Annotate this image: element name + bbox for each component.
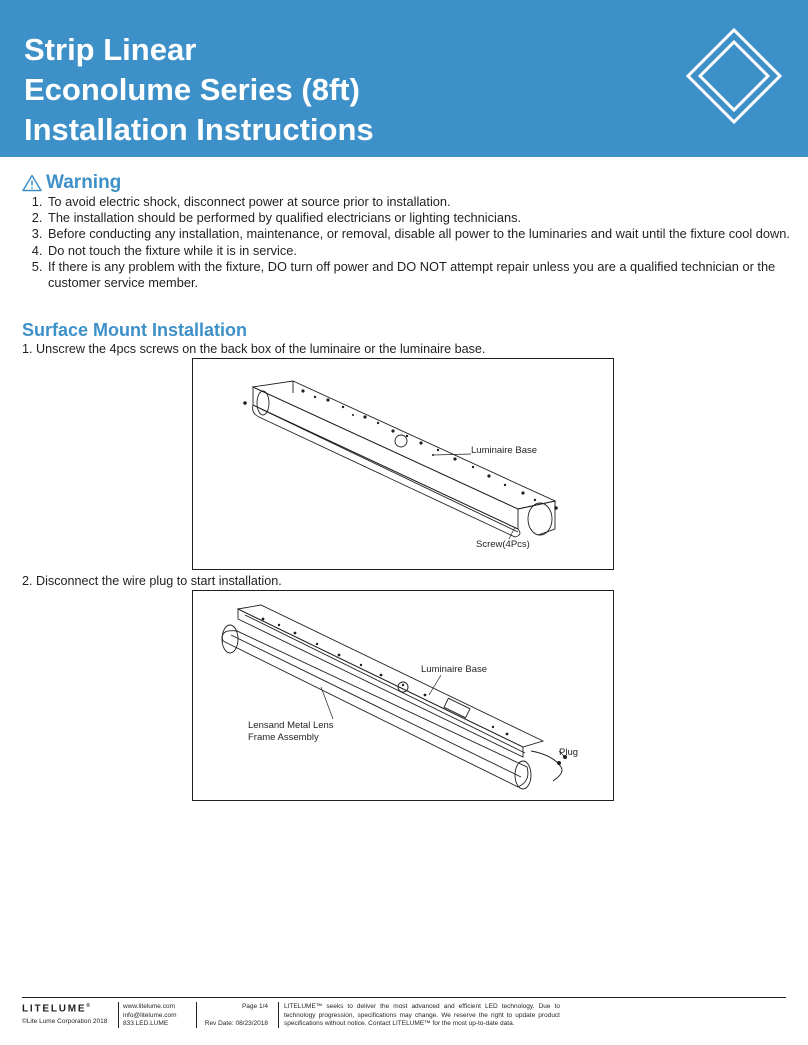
label-plug: Plug (559, 747, 579, 758)
brand-wordmark: LITELUME (22, 1003, 87, 1015)
warning-item: 4. Do not touch the fixture while it is in service. (46, 243, 808, 259)
footer-disclaimer: LITELUME™ seeks to deliver the most advanced and efficient LED technology. Due to technology progression, specifications may change. We reserve the right to update product specifications without notice. Contact LITELUME™ for the most up-to-date data. (284, 1003, 560, 1027)
footer-page-number: Page 1/4 (241, 1003, 268, 1010)
footer-divider-2 (196, 1002, 197, 1028)
warning-heading (22, 172, 121, 194)
footer-divider-1 (118, 1002, 119, 1028)
diamond-logo-icon (686, 28, 782, 124)
warning-triangle-icon (22, 174, 42, 192)
footer-email-link[interactable]: info@litelume.com (123, 1011, 177, 1019)
warning-list (20, 194, 808, 291)
label-luminaire-base: Luminaire Base (471, 445, 538, 456)
brand-registered-mark: ® (86, 1003, 92, 1009)
footer-divider (22, 997, 786, 998)
footer-phone: 833.LED.LUME (123, 1020, 169, 1027)
footer-contact (123, 1003, 177, 1029)
label-luminaire-base-2: Luminaire Base (421, 664, 488, 675)
footer-spacer (202, 1012, 268, 1021)
label-screws: Screw(4Pcs) (476, 539, 530, 550)
label-frame-assembly: Frame Assembly (248, 732, 319, 743)
footer-website-link[interactable]: www.litelume.com (123, 1003, 176, 1010)
warning-item: 3. Before conducting any installation, maintenance, or removal, disable all power to the luminaries and wait until the fixture cool down. (46, 226, 808, 242)
footer-brand (22, 1003, 92, 1014)
header-banner (0, 0, 808, 157)
document-title (24, 30, 374, 150)
step-2-text: 2. Disconnect the wire plug to start installation. (22, 574, 282, 588)
step-1-text: 1. Unscrew the 4pcs screws on the back box of the luminaire or the luminaire base. (22, 342, 486, 356)
figure-1-luminaire-base (192, 358, 614, 570)
footer-rev-date: Rev Date: 08/23/2018 (204, 1020, 268, 1027)
lens-frame-assembly-drawing (193, 591, 615, 802)
label-lens-metal-lens: Lensand Metal Lens (248, 720, 334, 731)
warning-item: 2. The installation should be performed by qualified electricians or lighting technicians. (46, 210, 808, 226)
warning-heading-text: Warning (46, 172, 122, 193)
title-line-1: Strip Linear (24, 32, 197, 67)
figure-2-wire-plug (192, 590, 614, 801)
footer-divider-3 (278, 1002, 279, 1028)
footer-page-info (202, 1003, 268, 1029)
title-line-2: Econolume Series (8ft) (24, 72, 360, 107)
title-line-3: Installation Instructions (24, 112, 374, 147)
warning-item: 1. To avoid electric shock, disconnect power at source prior to installation. (46, 194, 808, 210)
surface-mount-heading: Surface Mount Installation (22, 320, 248, 340)
luminaire-base-drawing (193, 359, 615, 571)
warning-item: 5. If there is any problem with the fixture, DO turn off power and DO NOT attempt repair unless you are a qualified technician or the customer service member. (46, 259, 808, 291)
footer-copyright: ©Lite Lume Corporation 2018 (22, 1018, 108, 1025)
